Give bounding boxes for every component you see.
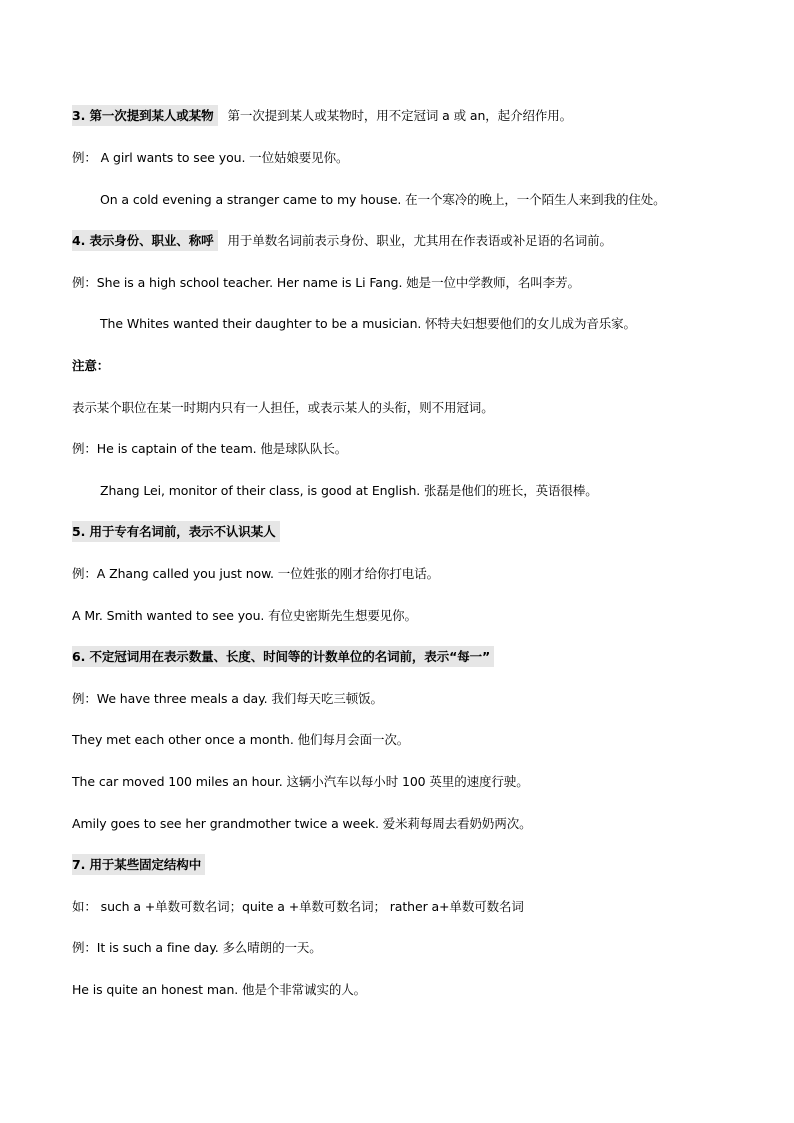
section-7-example-2: 例：It is such a fine day. 多么晴朗的一天。 [72,940,322,955]
note-text: 表示某个职位在某一时期内只有一人担任，或表示某人的头衔，则不用冠词。 [72,400,494,415]
section-6-example-2: They met each other once a month. 他们每月会面一次。 [72,732,410,747]
section-6-example-4: Amily goes to see her grandmother twice a week. 爱米莉每周去看奶奶两次。 [72,816,532,831]
section-6-line [72,645,754,669]
section-3-description: 第一次提到某人或某物时，用不定冠词 a 或 an，起介绍作用。 [227,108,573,123]
section-6-example-3: The car moved 100 miles an hour. 这辆小汽车以每小时 100 英里的速度行驶。 [72,774,529,789]
section-3-heading: 3. 第一次提到某人或某物 [72,105,218,126]
note-example-1: 例：He is captain of the team. 他是球队队长。 [72,441,348,456]
section-3-line [72,104,754,128]
section-5-example-1: 例：A Zhang called you just now. 一位姓张的刚才给你打电话。 [72,566,439,581]
section-4-example-1: 例：She is a high school teacher. Her name is Li Fang. 她是一位中学教师，名叫李芳。 [72,275,580,290]
section-6-example-1: 例：We have three meals a day. 我们每天吃三顿饭。 [72,691,383,706]
note-title: 注意： [72,358,110,373]
section-7-heading: 7. 用于某些固定结构中 [72,854,205,875]
section-5-heading: 5. 用于专有名词前，表示不认识某人 [72,521,280,542]
section-3-example-2: On a cold evening a stranger came to my house. 在一个寒冷的晚上，一个陌生人来到我的住处。 [100,192,666,207]
section-7-line [72,853,754,877]
section-3-example-1: 例： A girl wants to see you. 一位姑娘要见你。 [72,150,349,165]
section-4-example-2: The Whites wanted their daughter to be a musician. 怀特夫妇想要他们的女儿成为音乐家。 [100,316,636,331]
section-5-line [72,520,754,544]
section-7-example-1: 如： such a +单数可数名词；quite a +单数可数名词； rather a+单数可数名词 [72,899,524,914]
section-5-example-2: A Mr. Smith wanted to see you. 有位史密斯先生想要见你。 [72,608,417,623]
note-example-2: Zhang Lei, monitor of their class, is good at English. 张磊是他们的班长，英语很棒。 [100,483,598,498]
section-7-example-3: He is quite an honest man. 他是个非常诚实的人。 [72,982,367,997]
section-4-line [72,229,754,253]
section-4-description: 用于单数名词前表示身份、职业，尤其用在作表语或补足语的名词前。 [227,233,612,248]
section-6-heading: 6. 不定冠词用在表示数量、长度、时间等的计数单位的名词前，表示“每一” [72,646,494,667]
section-4-heading: 4. 表示身份、职业、称呼 [72,230,218,251]
